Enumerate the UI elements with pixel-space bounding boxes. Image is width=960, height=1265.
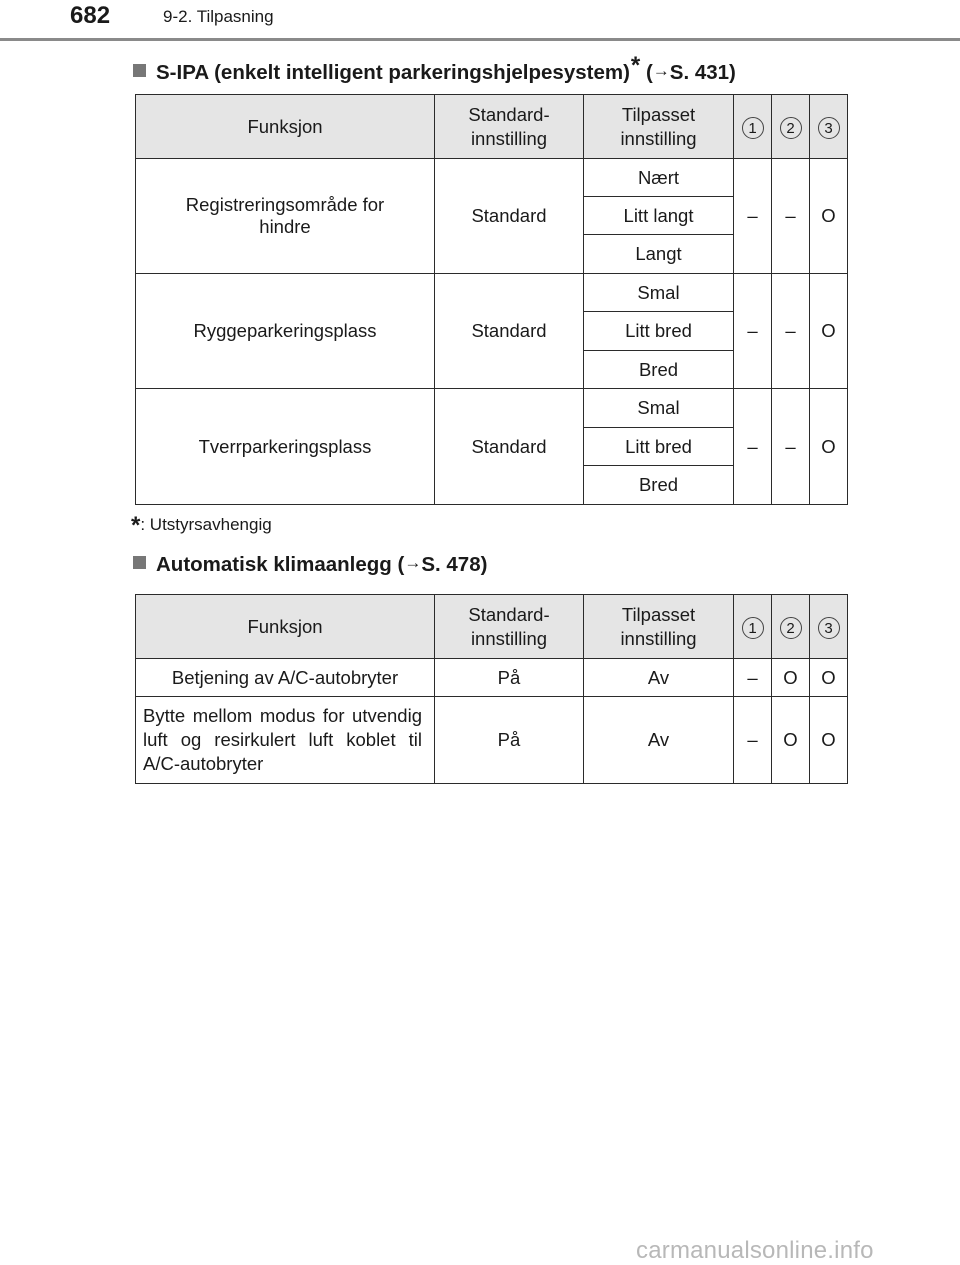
custom-cell: Av bbox=[584, 659, 734, 697]
function-cell: Betjening av A/C-autobryter bbox=[136, 659, 435, 697]
col2-cell: – bbox=[772, 389, 810, 505]
standard-cell: På bbox=[435, 659, 584, 697]
table-row bbox=[136, 389, 848, 428]
arrow-icon: → bbox=[652, 61, 670, 80]
header-custom bbox=[584, 95, 734, 159]
option-cell: Litt bred bbox=[584, 312, 734, 351]
col1-cell: – bbox=[734, 389, 772, 505]
header-divider bbox=[0, 38, 960, 41]
table-row bbox=[136, 659, 848, 697]
table-row bbox=[136, 274, 848, 312]
climate-settings-table bbox=[135, 594, 848, 784]
option-cell: Langt bbox=[584, 235, 734, 274]
circled-number-2-icon: 2 bbox=[780, 117, 802, 139]
header-custom-text: Tilpasset innstilling bbox=[620, 103, 697, 149]
col3-cell: O bbox=[810, 159, 848, 274]
function-cell bbox=[136, 274, 435, 389]
standard-cell: Standard bbox=[435, 274, 584, 389]
chapter-title: 9-2. Tilpasning bbox=[163, 7, 274, 26]
table-row bbox=[136, 159, 848, 197]
header-function: Funksjon bbox=[136, 95, 435, 159]
header-col2 bbox=[772, 95, 810, 159]
col3-cell: O bbox=[810, 659, 848, 697]
header-function: Funksjon bbox=[136, 595, 435, 659]
function-cell: Bytte mellom modus for utvendig luft og resirkulert luft koblet til A/C-autobryter bbox=[136, 697, 435, 784]
header-col1 bbox=[734, 95, 772, 159]
header-custom-text: Tilpasset innstilling bbox=[620, 603, 697, 649]
col3-cell: O bbox=[810, 697, 848, 784]
function-text: Tverrparkeringsplass bbox=[198, 435, 372, 457]
header-custom bbox=[584, 595, 734, 659]
col2-cell: O bbox=[772, 697, 810, 784]
col1-cell: – bbox=[734, 659, 772, 697]
standard-cell: Standard bbox=[435, 159, 584, 274]
header-col3 bbox=[810, 95, 848, 159]
circled-number-1-icon: 1 bbox=[742, 117, 764, 139]
function-cell bbox=[136, 389, 435, 505]
ref-open: ( bbox=[645, 61, 653, 84]
section-title: S-IPA (enkelt intelligent parkeringshjelpesystem) bbox=[156, 61, 630, 84]
header-standard bbox=[435, 95, 584, 159]
ref-open: ( bbox=[397, 553, 405, 576]
col3-cell: O bbox=[810, 389, 848, 505]
option-cell: Bred bbox=[584, 351, 734, 389]
standard-cell: Standard bbox=[435, 389, 584, 505]
option-cell: Nært bbox=[584, 159, 734, 197]
function-text: Ryggeparkeringsplass bbox=[193, 320, 377, 341]
standard-cell: På bbox=[435, 697, 584, 784]
asterisk-mark: * bbox=[630, 52, 641, 79]
col1-cell: – bbox=[734, 274, 772, 389]
col2-cell: O bbox=[772, 659, 810, 697]
footnote bbox=[131, 512, 272, 540]
page-reference-link[interactable]: S. 478) bbox=[421, 553, 488, 576]
header-standard bbox=[435, 595, 584, 659]
header-standard-text: Standard- innstilling bbox=[468, 603, 550, 649]
col3-cell: O bbox=[810, 274, 848, 389]
option-cell: Litt bred bbox=[584, 428, 734, 466]
circled-number-3-icon: 3 bbox=[818, 117, 840, 139]
option-cell: Litt langt bbox=[584, 197, 734, 235]
footnote-text: : Utstyrsavhengig bbox=[140, 515, 272, 534]
square-bullet-icon bbox=[133, 64, 146, 77]
circled-number-3-icon: 3 bbox=[818, 617, 840, 639]
function-text: Registreringsområde for hindre bbox=[185, 194, 385, 237]
arrow-icon: → bbox=[404, 553, 422, 572]
col1-cell: – bbox=[734, 697, 772, 784]
section-title: Automatisk klimaanlegg bbox=[156, 553, 392, 576]
circled-number-1-icon: 1 bbox=[742, 617, 764, 639]
watermark: carmanualsonline.info bbox=[636, 1237, 874, 1264]
sipa-settings-table bbox=[135, 94, 848, 505]
header-standard-text: Standard- innstilling bbox=[468, 103, 550, 149]
header-col3 bbox=[810, 595, 848, 659]
square-bullet-icon bbox=[133, 556, 146, 569]
page-reference-link[interactable]: S. 431) bbox=[669, 61, 736, 84]
header-col2 bbox=[772, 595, 810, 659]
circled-number-2-icon: 2 bbox=[780, 617, 802, 639]
custom-cell: Av bbox=[584, 697, 734, 784]
col2-cell: – bbox=[772, 274, 810, 389]
header-col1 bbox=[734, 595, 772, 659]
page-number: 682 bbox=[70, 2, 111, 29]
section-heading-sipa bbox=[133, 52, 736, 85]
table-row bbox=[136, 697, 848, 784]
footnote-asterisk: * bbox=[131, 512, 141, 539]
col2-cell: – bbox=[772, 159, 810, 274]
col1-cell: – bbox=[734, 159, 772, 274]
option-cell: Smal bbox=[584, 274, 734, 312]
function-cell bbox=[136, 159, 435, 274]
option-cell: Smal bbox=[584, 389, 734, 428]
section-heading-climate bbox=[133, 553, 487, 577]
option-cell: Bred bbox=[584, 466, 734, 505]
